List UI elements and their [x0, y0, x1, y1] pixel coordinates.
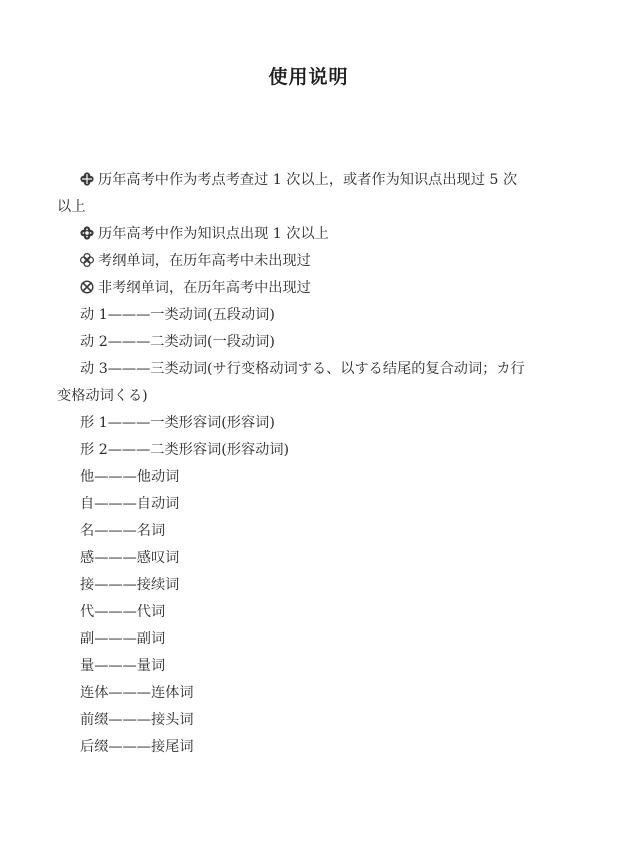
- abbr-pronoun: 代———代词: [80, 604, 166, 620]
- abbr-adverb: 副———副词: [80, 631, 166, 647]
- dotted-clover-icon: [80, 226, 94, 240]
- legend-text: 以上: [57, 199, 86, 215]
- legend-item-syllabus: [57, 248, 557, 275]
- abbr-adjective-1: 形 1———一类形容词(形容词): [80, 415, 275, 431]
- abbr-intransitive: 自———自动词: [80, 496, 180, 512]
- solid-clover-icon: [80, 172, 94, 186]
- legend-text: 考纲单词，在历年高考中未出现过: [98, 253, 311, 269]
- abbr-verb-3: 动 3———三类动词(サ行变格动词する、以する结尾的复合动词；カ行: [80, 361, 525, 377]
- legend-text: 历年高考中作为考点考查过 1 次以上，或者作为知识点出现过 5 次: [98, 172, 518, 188]
- usage-instructions: [57, 167, 557, 761]
- abbr-adjective-2: 形 2———二类形容词(形容动词): [80, 442, 290, 458]
- legend-item-frequent-continued: [57, 194, 557, 221]
- abbr-conjunction: 接———接续词: [80, 577, 180, 593]
- abbr-verb-2: 动 2———二类动词(一段动词): [80, 334, 275, 350]
- legend-text: 非考纲单词，在历年高考中出现过: [98, 280, 311, 296]
- abbr-suffix: 后缀———接尾词: [80, 739, 194, 755]
- legend-item-frequent: [57, 167, 557, 194]
- abbr-noun: 名———名词: [80, 523, 166, 539]
- legend-item-appeared: [57, 221, 557, 248]
- legend-text: 历年高考中作为知识点出现 1 次以上: [98, 226, 329, 242]
- legend-item-non-syllabus: [57, 275, 557, 302]
- abbr-interjection: 感———感叹词: [80, 550, 180, 566]
- abbr-attributive: 连体———连体词: [80, 685, 194, 701]
- abbr-verb-3-continued: 变格动词くる): [57, 388, 148, 404]
- abbr-counter: 量———量词: [80, 658, 166, 674]
- abbr-prefix: 前缀———接头词: [80, 712, 194, 728]
- page-title: 使用说明: [268, 66, 349, 88]
- abbr-transitive: 他———他动词: [80, 469, 180, 485]
- crossed-circle-icon: [80, 280, 94, 294]
- abbr-verb-1: 动 1———一类动词(五段动词): [80, 307, 275, 323]
- spotted-clover-icon: [80, 253, 94, 267]
